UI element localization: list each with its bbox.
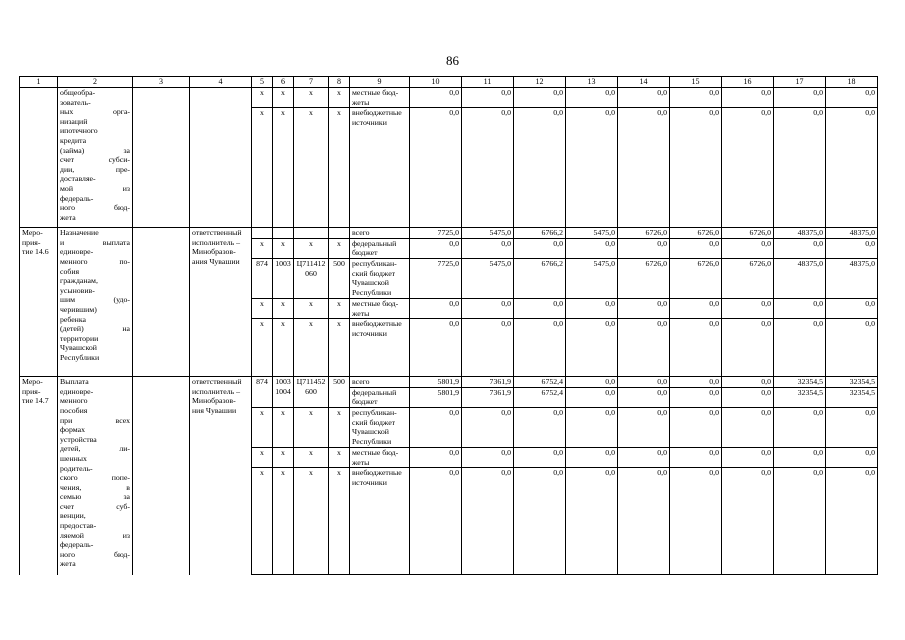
column-number: 10 <box>410 77 462 88</box>
amount-cell: 0,0 <box>670 387 722 407</box>
amount-cell: 7361,9 <box>462 377 514 388</box>
amount-cell: 7725,0 <box>410 228 462 239</box>
column-number: 17 <box>774 77 826 88</box>
amount-cell: 0,0 <box>566 447 618 467</box>
amount-cell: 0,0 <box>462 108 514 228</box>
funding-source: внебюджетные источники <box>350 319 410 377</box>
amount-cell: 7725,0 <box>410 258 462 298</box>
amount-cell: 6726,0 <box>722 228 774 239</box>
amount-cell: 0,0 <box>618 298 670 318</box>
budget-code: 500 <box>329 377 350 408</box>
amount-cell: 0,0 <box>618 319 670 377</box>
amount-cell: 0,0 <box>826 108 878 228</box>
funding-source: местные бюд- жеты <box>350 88 410 108</box>
budget-code: x <box>329 88 350 108</box>
column-number: 9 <box>350 77 410 88</box>
column-number: 14 <box>618 77 670 88</box>
executor <box>190 88 252 228</box>
column-number: 13 <box>566 77 618 88</box>
amount-cell: 5801,9 <box>410 377 462 388</box>
empty-cell <box>133 228 190 377</box>
amount-cell: 0,0 <box>670 377 722 388</box>
budget-code: x <box>294 238 329 258</box>
amount-cell: 0,0 <box>618 468 670 575</box>
amount-cell: 5475,0 <box>462 228 514 239</box>
page-number: 86 <box>446 53 459 68</box>
budget-code: x <box>273 88 294 108</box>
amount-cell: 0,0 <box>774 407 826 447</box>
amount-cell: 0,0 <box>774 298 826 318</box>
amount-cell: 0,0 <box>774 447 826 467</box>
amount-cell: 48375,0 <box>774 228 826 239</box>
amount-cell: 0,0 <box>462 407 514 447</box>
executor: ответственный исполнитель – Минобразов- ния Чувашии <box>190 377 252 575</box>
measure-name: Назначение и выплата единовре- менного по- собия гражданам, усыновив- шим (удо- черившим) ребенка (детей) на территории Чувашской Республики <box>58 228 133 377</box>
amount-cell: 0,0 <box>410 298 462 318</box>
amount-cell: 0,0 <box>722 88 774 108</box>
amount-cell: 0,0 <box>774 319 826 377</box>
amount-cell: 0,0 <box>566 108 618 228</box>
amount-cell: 0,0 <box>826 319 878 377</box>
amount-cell: 0,0 <box>462 298 514 318</box>
amount-cell: 0,0 <box>722 238 774 258</box>
amount-cell: 0,0 <box>566 377 618 388</box>
funding-source: местные бюд- жеты <box>350 447 410 467</box>
amount-cell: 0,0 <box>722 447 774 467</box>
column-number: 18 <box>826 77 878 88</box>
column-number: 15 <box>670 77 722 88</box>
funding-source: всего <box>350 377 410 388</box>
measure-name: общеобра- зователь- ных орга- низаций ипотечного кредита (займа) за счет субси- дии, пре- доставляе- мой из федераль- ного бюд- жета <box>58 88 133 228</box>
column-number: 16 <box>722 77 774 88</box>
funding-source: федеральный бюджет <box>350 238 410 258</box>
amount-cell: 48375,0 <box>826 228 878 239</box>
funding-source: всего <box>350 228 410 239</box>
amount-cell: 5475,0 <box>462 258 514 298</box>
empty-cell <box>133 88 190 228</box>
amount-cell: 0,0 <box>826 447 878 467</box>
amount-cell: 0,0 <box>566 468 618 575</box>
column-number: 1 <box>20 77 58 88</box>
budget-code: x <box>294 88 329 108</box>
amount-cell: 0,0 <box>410 108 462 228</box>
budget-code: x <box>252 298 273 318</box>
column-number: 3 <box>133 77 190 88</box>
column-number: 5 <box>252 77 273 88</box>
budget-code: x <box>252 447 273 467</box>
amount-cell: 0,0 <box>618 387 670 407</box>
funding-source: республикан- ский бюджет Чувашской Республики <box>350 407 410 447</box>
budget-table <box>19 76 878 575</box>
amount-cell: 0,0 <box>826 238 878 258</box>
amount-cell: 0,0 <box>514 447 566 467</box>
amount-cell: 0,0 <box>410 407 462 447</box>
budget-code: 874 <box>252 258 273 298</box>
budget-code: x <box>273 468 294 575</box>
budget-code: x <box>252 108 273 228</box>
amount-cell: 32354,5 <box>826 387 878 407</box>
amount-cell: 6726,0 <box>618 228 670 239</box>
amount-cell: 0,0 <box>722 319 774 377</box>
budget-code: Ц711452 600 <box>294 377 329 408</box>
amount-cell: 0,0 <box>670 468 722 575</box>
budget-code: x <box>329 407 350 447</box>
budget-code: x <box>329 238 350 258</box>
budget-code: x <box>273 407 294 447</box>
amount-cell: 6726,0 <box>618 258 670 298</box>
measure-label: Меро- прия- тие 14.6 <box>20 228 58 377</box>
amount-cell: 5475,0 <box>566 228 618 239</box>
budget-code: 500 <box>329 258 350 298</box>
amount-cell: 0,0 <box>670 319 722 377</box>
amount-cell: 0,0 <box>566 319 618 377</box>
amount-cell: 0,0 <box>774 468 826 575</box>
amount-cell: 0,0 <box>566 298 618 318</box>
amount-cell: 0,0 <box>722 108 774 228</box>
budget-code <box>273 228 294 239</box>
amount-cell: 7361,9 <box>462 387 514 407</box>
column-number: 2 <box>58 77 133 88</box>
budget-code: x <box>252 468 273 575</box>
budget-code: x <box>273 298 294 318</box>
amount-cell: 6726,0 <box>670 258 722 298</box>
column-number: 8 <box>329 77 350 88</box>
amount-cell: 0,0 <box>410 88 462 108</box>
amount-cell: 0,0 <box>826 88 878 108</box>
amount-cell: 0,0 <box>826 468 878 575</box>
budget-code: x <box>273 447 294 467</box>
amount-cell: 0,0 <box>410 319 462 377</box>
amount-cell: 0,0 <box>774 238 826 258</box>
amount-cell: 0,0 <box>722 387 774 407</box>
amount-cell: 0,0 <box>410 468 462 575</box>
measure-name: Выплата единовре- менного пособия при всех формах устройства детей, ли- шенных родитель- ского попе- чения, в семью за счет суб- венции, предостав- ляемой из федераль- ного бюд- жета <box>58 377 133 575</box>
amount-cell: 0,0 <box>826 298 878 318</box>
amount-cell: 0,0 <box>618 447 670 467</box>
budget-code: 1003 <box>273 258 294 298</box>
amount-cell: 0,0 <box>462 447 514 467</box>
amount-cell: 0,0 <box>618 108 670 228</box>
budget-code: x <box>294 108 329 228</box>
amount-cell: 0,0 <box>774 108 826 228</box>
funding-source: внебюджетные источники <box>350 468 410 575</box>
amount-cell: 0,0 <box>566 407 618 447</box>
column-number: 7 <box>294 77 329 88</box>
measure-label <box>20 88 58 228</box>
amount-cell: 0,0 <box>618 88 670 108</box>
amount-cell: 32354,5 <box>774 377 826 388</box>
amount-cell: 0,0 <box>670 298 722 318</box>
amount-cell: 0,0 <box>722 377 774 388</box>
amount-cell: 6752,4 <box>514 387 566 407</box>
table-body <box>20 88 878 575</box>
budget-code: x <box>252 88 273 108</box>
budget-code: x <box>294 447 329 467</box>
amount-cell: 5801,9 <box>410 387 462 407</box>
amount-cell: 0,0 <box>618 377 670 388</box>
amount-cell: 48375,0 <box>774 258 826 298</box>
amount-cell: 0,0 <box>514 298 566 318</box>
empty-cell <box>133 377 190 575</box>
column-number: 12 <box>514 77 566 88</box>
column-number: 6 <box>273 77 294 88</box>
budget-code: Ц711412 060 <box>294 258 329 298</box>
column-number-row <box>20 77 878 88</box>
budget-code: x <box>273 238 294 258</box>
amount-cell: 0,0 <box>670 88 722 108</box>
amount-cell: 0,0 <box>514 108 566 228</box>
budget-code: x <box>273 108 294 228</box>
funding-source: внебюджетные источники <box>350 108 410 228</box>
amount-cell: 0,0 <box>618 407 670 447</box>
budget-code <box>329 228 350 239</box>
amount-cell: 0,0 <box>410 447 462 467</box>
amount-cell: 0,0 <box>670 238 722 258</box>
table-row <box>20 88 878 108</box>
funding-source: федеральный бюджет <box>350 387 410 407</box>
budget-code: x <box>329 319 350 377</box>
amount-cell: 0,0 <box>670 108 722 228</box>
amount-cell: 48375,0 <box>826 258 878 298</box>
amount-cell: 0,0 <box>722 468 774 575</box>
amount-cell: 6726,0 <box>722 258 774 298</box>
budget-code: x <box>252 319 273 377</box>
budget-code: x <box>329 468 350 575</box>
amount-cell: 0,0 <box>722 298 774 318</box>
amount-cell: 0,0 <box>670 407 722 447</box>
amount-cell: 0,0 <box>462 88 514 108</box>
amount-cell: 0,0 <box>514 88 566 108</box>
budget-code: x <box>273 319 294 377</box>
amount-cell: 6726,0 <box>670 228 722 239</box>
executor: ответственный исполнитель – Минобразов- ания Чувашии <box>190 228 252 377</box>
budget-code: x <box>294 407 329 447</box>
amount-cell: 6766,2 <box>514 258 566 298</box>
amount-cell: 5475,0 <box>566 258 618 298</box>
table-row <box>20 228 878 239</box>
funding-source: республикан- ский бюджет Чувашской Республики <box>350 258 410 298</box>
amount-cell: 0,0 <box>566 238 618 258</box>
budget-code: x <box>329 298 350 318</box>
budget-code: x <box>329 447 350 467</box>
budget-code: x <box>294 468 329 575</box>
amount-cell: 0,0 <box>410 238 462 258</box>
amount-cell: 0,0 <box>514 407 566 447</box>
budget-code <box>294 228 329 239</box>
amount-cell: 0,0 <box>566 88 618 108</box>
amount-cell: 0,0 <box>618 238 670 258</box>
funding-source: местные бюд- жеты <box>350 298 410 318</box>
amount-cell: 0,0 <box>462 468 514 575</box>
budget-code <box>252 228 273 239</box>
budget-code: x <box>252 238 273 258</box>
budget-code: x <box>252 407 273 447</box>
budget-code: 874 <box>252 377 273 408</box>
table-row <box>20 377 878 388</box>
amount-cell: 0,0 <box>670 447 722 467</box>
amount-cell: 0,0 <box>462 319 514 377</box>
amount-cell: 32354,5 <box>826 377 878 388</box>
amount-cell: 6752,4 <box>514 377 566 388</box>
column-number: 4 <box>190 77 252 88</box>
amount-cell: 0,0 <box>514 238 566 258</box>
amount-cell: 0,0 <box>462 238 514 258</box>
amount-cell: 32354,5 <box>774 387 826 407</box>
amount-cell: 0,0 <box>826 407 878 447</box>
amount-cell: 0,0 <box>774 88 826 108</box>
amount-cell: 0,0 <box>514 319 566 377</box>
amount-cell: 0,0 <box>566 387 618 407</box>
amount-cell: 0,0 <box>514 468 566 575</box>
budget-code: x <box>329 108 350 228</box>
budget-code: x <box>294 319 329 377</box>
measure-label: Меро- прия- тие 14.7 <box>20 377 58 575</box>
column-number: 11 <box>462 77 514 88</box>
amount-cell: 6766,2 <box>514 228 566 239</box>
budget-code: 1003 1004 <box>273 377 294 408</box>
budget-code: x <box>294 298 329 318</box>
amount-cell: 0,0 <box>722 407 774 447</box>
